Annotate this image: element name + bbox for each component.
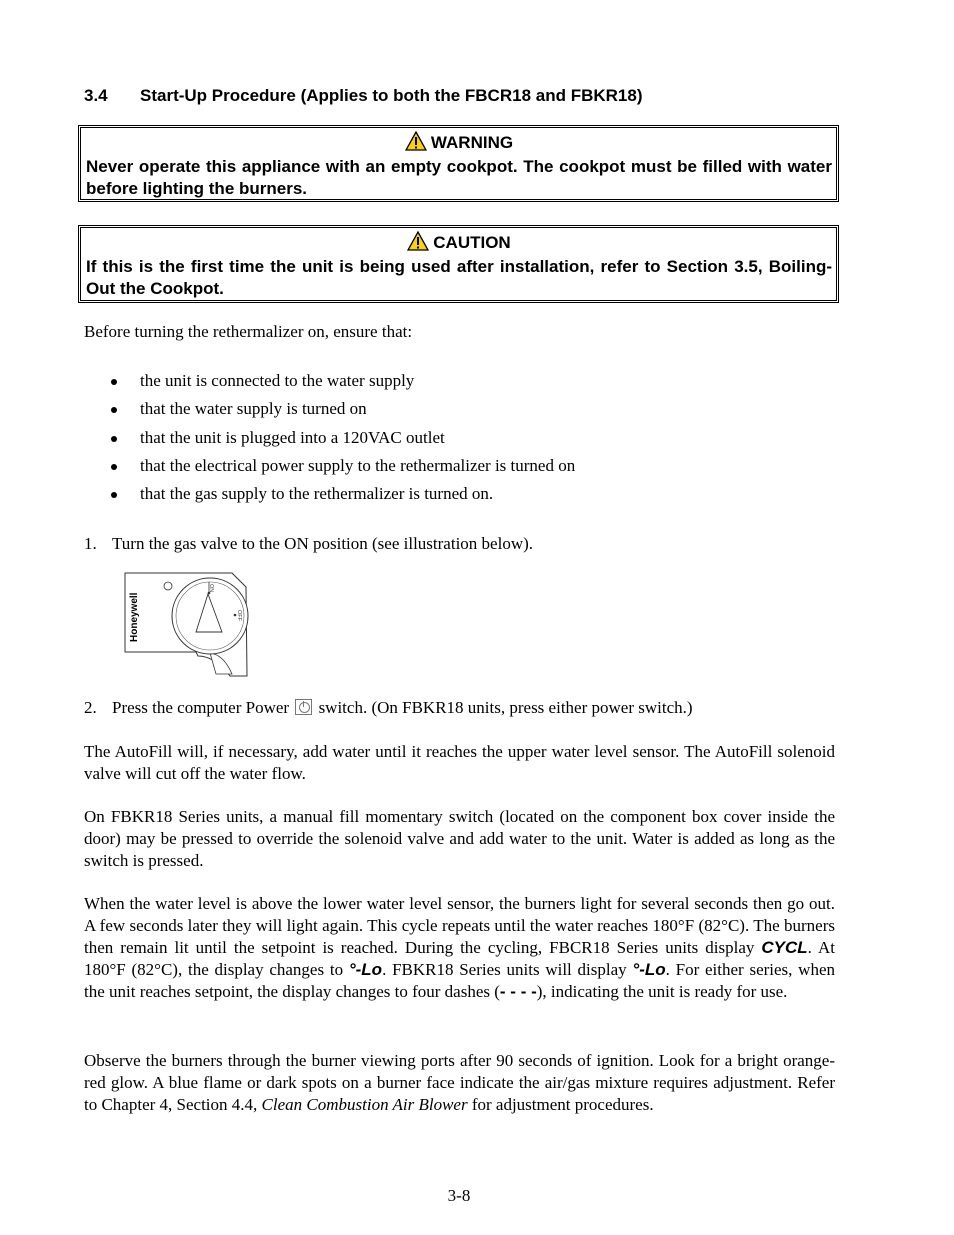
valve-on-label: ON xyxy=(208,584,214,593)
power-switch-icon xyxy=(295,699,312,715)
page-number: 3-8 xyxy=(447,1186,471,1205)
display-code-lo-fbkr: °-Lo xyxy=(632,960,666,979)
warning-text: Never operate this appliance with an empty cookpot. The cookpot must be filled with water before lighting the burners. xyxy=(86,157,832,198)
checklist xyxy=(111,370,575,511)
section-heading xyxy=(84,86,642,106)
step-2-text-before: Press the computer Power xyxy=(112,698,290,717)
list-item: that the unit is plugged into a 120VAC outlet xyxy=(111,427,575,455)
caution-icon xyxy=(407,231,429,256)
caution-box xyxy=(78,225,839,303)
list-item: the unit is connected to the water supply xyxy=(111,370,575,398)
gas-valve-illustration xyxy=(122,570,252,680)
autofill-paragraph: The AutoFill will, if necessary, add water until it reaches the upper water level sensor. The AutoFill solenoid valve will cut off the water flow. xyxy=(84,742,835,783)
list-item: that the water supply is turned on xyxy=(111,398,575,426)
list-item: that the gas supply to the rethermalizer is turned on. xyxy=(111,483,575,511)
bullet-icon xyxy=(111,379,117,385)
bullet-icon xyxy=(111,464,117,470)
display-code-dashes: - - - - xyxy=(499,982,537,1001)
warning-title-row xyxy=(86,131,832,156)
display-code-lo: °-Lo xyxy=(348,960,383,979)
warning-icon xyxy=(405,131,427,156)
display-code-cycl: CYCL xyxy=(761,938,808,957)
bullet-icon xyxy=(111,492,117,498)
manual-fill-paragraph: On FBKR18 Series units, a manual fill momentary switch (located on the component box cover inside the door) may be pressed to override the solenoid valve and add water to the unit. Water is added as long as the switch is pressed. xyxy=(84,807,835,870)
valve-off-label: OFF xyxy=(236,610,242,621)
step-1 xyxy=(84,533,533,555)
chapter-reference: Clean Combustion Air Blower xyxy=(261,1095,468,1114)
bullet-icon xyxy=(111,436,117,442)
caution-title-row xyxy=(86,231,832,256)
step-1-text: Turn the gas valve to the ON position (see illustration below). xyxy=(112,534,534,553)
step-2-text-after: switch. (On FBKR18 units, press either power switch.) xyxy=(318,698,693,717)
step-1-number: 1. xyxy=(84,534,97,553)
section-title: Start-Up Procedure (Applies to both the FBCR18 and FBKR18) xyxy=(140,86,643,105)
bullet-icon xyxy=(111,407,117,413)
valve-brand-label: Honeywell xyxy=(129,592,140,642)
section-number: 3.4 xyxy=(84,86,108,105)
warning-title: WARNING xyxy=(430,133,514,152)
step-2 xyxy=(84,697,693,719)
caution-title: CAUTION xyxy=(433,233,511,252)
intro-paragraph: Before turning the rethermalizer on, ensure that: xyxy=(84,322,413,341)
list-item: that the electrical power supply to the rethermalizer is turned on xyxy=(111,455,575,483)
warning-box xyxy=(78,125,839,202)
cycle-paragraph: When the water level is above the lower water level sensor, the burners light for several seconds then go out. A few seconds later they will light again. This cycle repeats until the water reaches 180°F (82°C). The burners then remain lit until the setpoint is reached. During the cycling, FBCR18 Series units display CYCL. At 180°F (82°C), the display changes to °-Lo. FBKR18 Series units will display °-Lo. For either series, when the unit reaches setpoint, the display changes to four dashes (- - - -), indicating the unit is ready for use. xyxy=(84,894,835,1001)
observe-paragraph: Observe the burners through the burner viewing ports after 90 seconds of ignition. Look for a bright orange-red glow. A blue flame or dark spots on a burner face indicate the air/gas mixture requires adjustment. Refer to Chapter 4, Section 4.4, Clean Combustion Air Blower for adjustment procedures. xyxy=(84,1051,835,1114)
caution-text: If this is the first time the unit is being used after installation, refer to Section 3.5, Boiling-Out the Cookpot. xyxy=(86,257,832,298)
step-2-number: 2. xyxy=(84,698,97,717)
